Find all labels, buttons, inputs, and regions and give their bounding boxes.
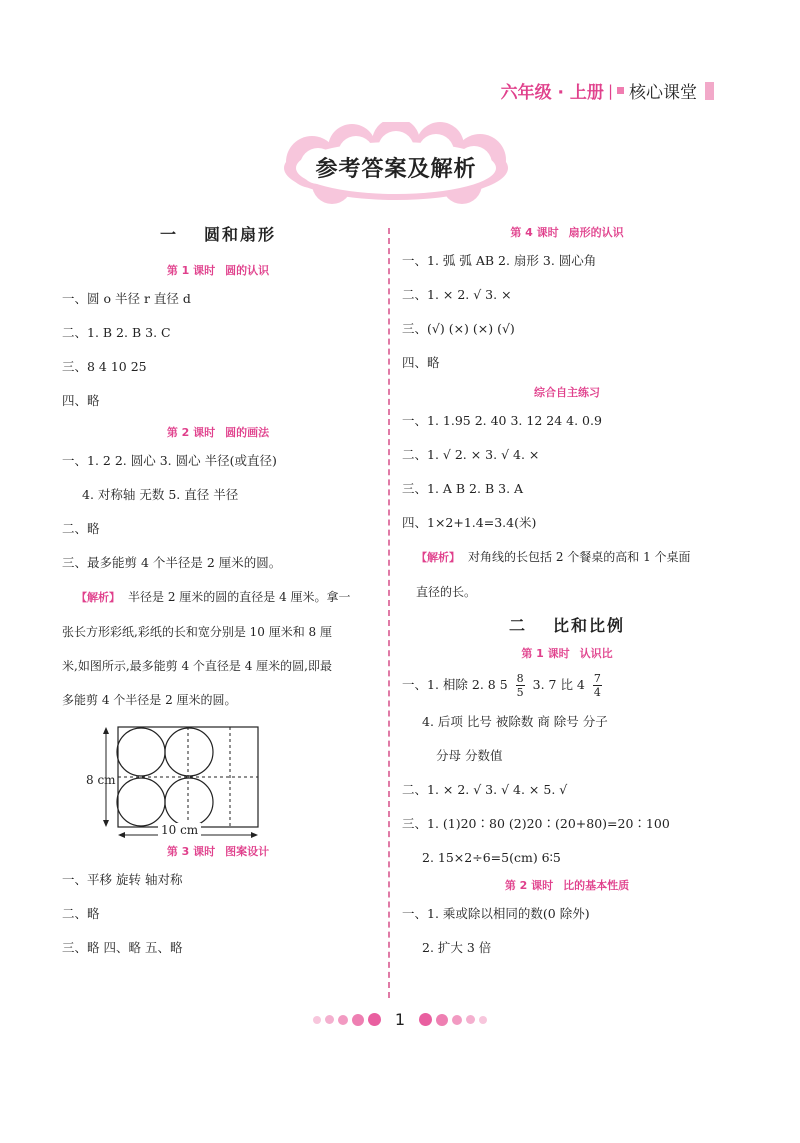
lesson-heading bbox=[402, 643, 732, 665]
column-divider bbox=[388, 228, 390, 998]
grade-label: 六年级 · 上册 bbox=[500, 83, 604, 103]
analysis-tag: 【解析】 bbox=[76, 591, 120, 604]
chapter-title: 比和比例 bbox=[553, 616, 626, 635]
lesson-title: 认识比 bbox=[579, 647, 613, 660]
lesson-title: 比的基本性质 bbox=[563, 879, 630, 892]
answer-line: 一、1. 弧 弧 AB 2. 扇形 3. 圆心角 bbox=[402, 253, 597, 268]
analysis-text: 多能剪 4 个半径是 2 厘米的圆。 bbox=[62, 693, 237, 707]
lesson-title: 圆的画法 bbox=[225, 426, 270, 439]
answer-line: 三、(√) (×) (×) (√) bbox=[402, 321, 515, 336]
analysis-text: 张长方形彩纸,彩纸的长和宽分别是 10 厘米和 8 厘 bbox=[62, 625, 332, 639]
left-column bbox=[62, 222, 374, 965]
chapter-number: 二 bbox=[508, 616, 527, 635]
answer-line: 三、1. A B 2. B 3. A bbox=[402, 481, 524, 496]
analysis-tag: 【解析】 bbox=[416, 551, 460, 564]
fraction bbox=[516, 672, 525, 699]
title-cloud bbox=[272, 122, 520, 208]
chapter-heading bbox=[402, 613, 732, 639]
answer-line: 二、略 bbox=[62, 906, 100, 921]
answer-line: 2. 15×2÷6=5(cm) 6∶5 bbox=[422, 850, 561, 865]
fraction-denominator: 5 bbox=[516, 686, 524, 699]
pink-square-icon bbox=[617, 87, 624, 94]
page-footer bbox=[0, 1010, 800, 1029]
answer-line: 二、1. B 2. B 3. C bbox=[62, 325, 171, 340]
dot-icon bbox=[352, 1014, 364, 1026]
brand-label: 核心课堂 bbox=[629, 83, 697, 103]
header bbox=[501, 78, 714, 103]
lesson-number: 第 2 课时 bbox=[504, 879, 554, 892]
fraction-denominator: 4 bbox=[593, 686, 601, 699]
answer-line: 二、1. × 2. √ 3. × bbox=[402, 287, 512, 302]
answer-line: 四、略 bbox=[402, 355, 440, 370]
lesson-number: 第 1 课时 bbox=[521, 647, 570, 660]
dot-icon bbox=[479, 1016, 487, 1024]
fraction-numerator: 7 bbox=[593, 672, 601, 685]
answer-line: 三、8 4 10 25 bbox=[62, 359, 147, 374]
width-label: 10 cm bbox=[158, 823, 201, 837]
dot-icon bbox=[419, 1013, 432, 1026]
analysis-text: 半径是 2 厘米的圆的直径是 4 厘米。拿一 bbox=[128, 590, 351, 604]
answer-line: 一、1. 乘或除以相同的数(0 除外) bbox=[402, 906, 590, 921]
answer-line: 一、圆 o 半径 r 直径 d bbox=[62, 291, 191, 306]
lesson-heading bbox=[402, 875, 732, 897]
height-label: 8 cm bbox=[86, 773, 116, 787]
answer-text: 3. 7 比 4 bbox=[532, 677, 585, 692]
answer-line: 分母 分数值 bbox=[436, 748, 503, 763]
analysis-paragraph bbox=[62, 580, 374, 615]
dot-icon bbox=[325, 1015, 334, 1024]
answer-line: 三、略 四、略 五、略 bbox=[62, 940, 183, 955]
fraction-numerator: 8 bbox=[516, 672, 524, 685]
lesson-heading bbox=[62, 260, 374, 282]
answer-line: 二、略 bbox=[62, 521, 100, 536]
dot-icon bbox=[436, 1014, 448, 1026]
answer-line: 一、1. 2 2. 圆心 3. 圆心 半径(或直径) bbox=[62, 453, 277, 468]
lesson-title: 图案设计 bbox=[225, 845, 270, 858]
dot-icon bbox=[338, 1015, 348, 1025]
lesson-title: 扇形的认识 bbox=[568, 226, 624, 239]
lesson-heading bbox=[402, 222, 732, 244]
right-column bbox=[402, 222, 732, 965]
pink-bar-icon bbox=[705, 82, 714, 100]
answer-line: 2. 扩大 3 倍 bbox=[422, 940, 492, 955]
chapter-heading bbox=[62, 222, 374, 248]
dot-icon bbox=[466, 1015, 475, 1024]
answer-line: 一、1. 1.95 2. 40 3. 12 24 4. 0.9 bbox=[402, 413, 602, 428]
answer-text: 一、1. 相除 2. 8 5 bbox=[402, 677, 508, 692]
answer-line: 三、1. (1)20∶80 (2)20∶(20+80)=20∶100 bbox=[402, 816, 670, 831]
answer-line: 三、最多能剪 4 个半径是 2 厘米的圆。 bbox=[62, 555, 282, 570]
dot-icon bbox=[313, 1016, 321, 1024]
lesson-heading bbox=[62, 422, 374, 444]
analysis-paragraph bbox=[402, 540, 732, 575]
analysis-text: 米,如图所示,最多能剪 4 个直径是 4 厘米的圆,即最 bbox=[62, 659, 332, 673]
answer-line: 4. 对称轴 无数 5. 直径 半径 bbox=[82, 487, 239, 502]
lesson-title: 圆的认识 bbox=[225, 264, 270, 277]
page-title: 参考答案及解析 bbox=[315, 157, 477, 182]
chapter-number: 一 bbox=[159, 225, 178, 244]
lesson-number: 第 3 课时 bbox=[166, 845, 216, 858]
lesson-number: 第 4 课时 bbox=[510, 226, 559, 239]
dot-icon bbox=[452, 1015, 462, 1025]
answer-line: 四、1×2+1.4=3.4(米) bbox=[402, 515, 537, 530]
chapter-title: 圆和扇形 bbox=[204, 225, 277, 244]
practice-heading: 综合自主练习 bbox=[534, 386, 600, 399]
analysis-text: 对角线的长包括 2 个餐桌的高和 1 个桌面 bbox=[468, 550, 691, 564]
answer-line: 4. 后项 比号 被除数 商 除号 分子 bbox=[422, 714, 608, 729]
answer-line: 四、略 bbox=[62, 393, 100, 408]
header-divider: | bbox=[607, 81, 613, 100]
dot-icon bbox=[368, 1013, 381, 1026]
page-number: 1 bbox=[394, 1010, 406, 1029]
circles-figure bbox=[62, 717, 374, 841]
lesson-number: 第 2 课时 bbox=[166, 426, 216, 439]
lesson-number: 第 1 课时 bbox=[166, 264, 216, 277]
answer-line: 二、1. √ 2. × 3. √ 4. × bbox=[402, 447, 540, 462]
lesson-heading bbox=[62, 841, 374, 863]
analysis-text: 直径的长。 bbox=[416, 585, 477, 599]
answer-line bbox=[402, 665, 732, 705]
fraction bbox=[593, 672, 602, 699]
answer-line: 二、1. × 2. √ 3. √ 4. × 5. √ bbox=[402, 782, 568, 797]
answer-line: 一、平移 旋转 轴对称 bbox=[62, 872, 183, 887]
